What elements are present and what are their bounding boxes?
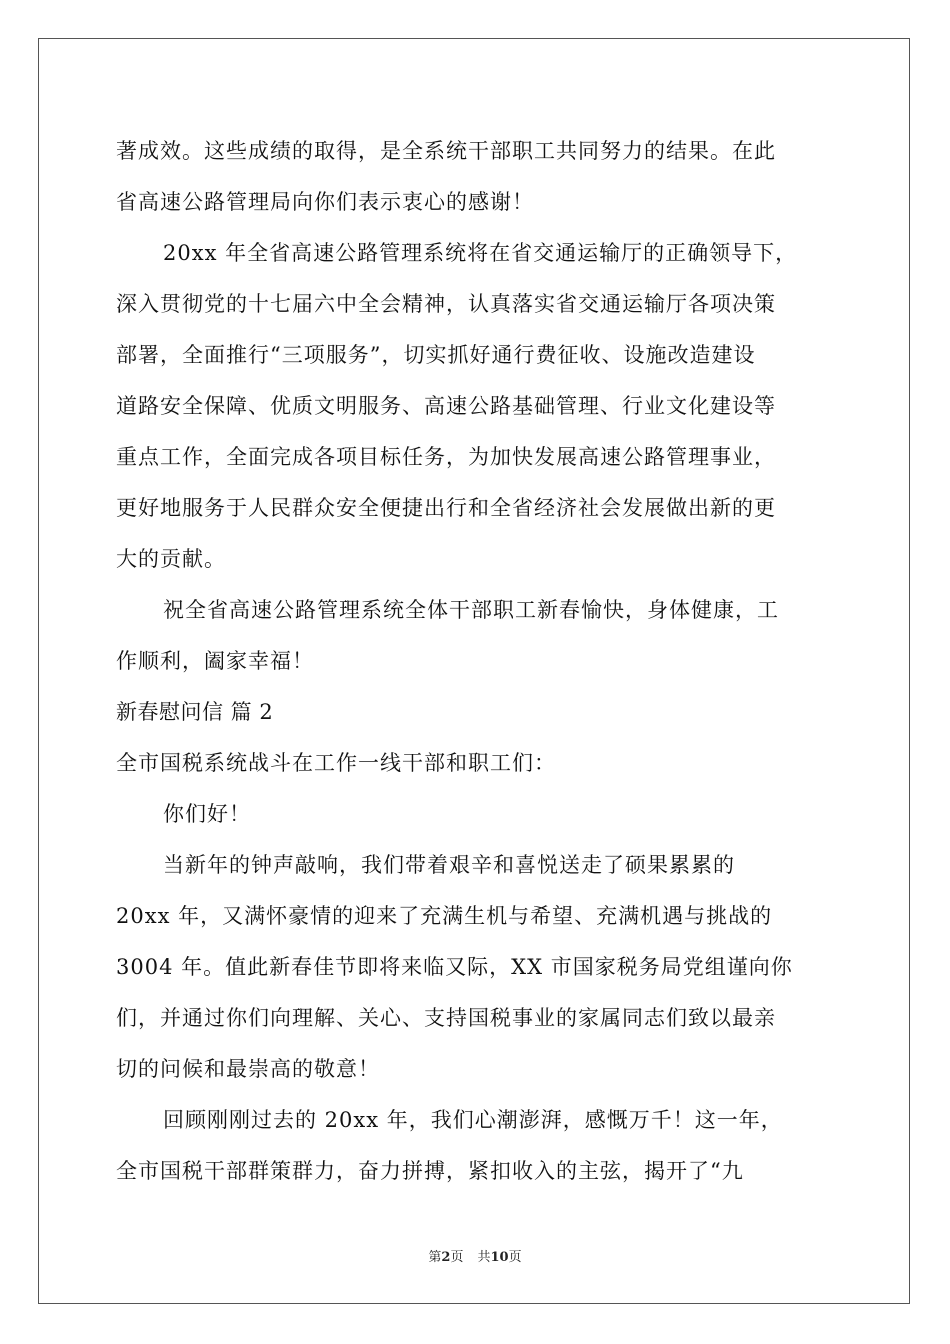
text-line: 深入贯彻党的十七届六中全会精神，认真落实省交通运输厅各项决策 — [116, 292, 776, 316]
text-line: 部署，全面推行“三项服务”，切实抓好通行费征收、设施改造建设 — [116, 343, 756, 367]
text-line: 3004 年。值此新春佳节即将来临又际，XX 市国家税务局党组谨向你 — [116, 955, 793, 979]
page-current: 2 — [441, 1250, 451, 1265]
text-line: 切的问候和最崇高的敬意！ — [116, 1057, 380, 1081]
total-unit: 页 — [508, 1250, 522, 1265]
total-prefix: 共 — [477, 1250, 491, 1265]
paragraph-start: 祝全省高速公路管理系统全体干部职工新春愉快，身体健康，工 — [163, 598, 779, 622]
page-unit: 页 — [450, 1250, 464, 1265]
text-line: 省高速公路管理局向你们表示衷心的感谢！ — [116, 190, 534, 214]
paragraph-start: 20xx 年全省高速公路管理系统将在省交通运输厅的正确领导下， — [163, 241, 798, 265]
text-line: 作顺利，阖家幸福！ — [116, 649, 314, 673]
text-line: 著成效。这些成绩的取得，是全系统干部职工共同努力的结果。在此 — [116, 139, 776, 163]
text-line: 更好地服务于人民群众安全便捷出行和全省经济社会发展做出新的更 — [116, 496, 776, 520]
section-heading: 新春慰问信 篇 2 — [116, 700, 274, 724]
salutation: 全市国税系统战斗在工作一线干部和职工们： — [116, 751, 556, 775]
page-prefix: 第 — [428, 1250, 442, 1265]
text-line: 全市国税干部群策群力，奋力拼搏，紧扣收入的主弦，揭开了“九 — [116, 1159, 744, 1183]
greeting: 你们好！ — [163, 802, 251, 826]
page-footer — [0, 1246, 950, 1265]
text-line: 道路安全保障、优质文明服务、高速公路基础管理、行业文化建设等 — [116, 394, 776, 418]
text-line: 大的贡献。 — [116, 547, 226, 571]
paragraph-start: 当新年的钟声敲响，我们带着艰辛和喜悦送走了硕果累累的 — [163, 853, 735, 877]
page-total: 10 — [490, 1250, 509, 1265]
text-line: 20xx 年，又满怀豪情的迎来了充满生机与希望、充满机遇与挑战的 — [116, 904, 773, 928]
text-line: 们，并通过你们向理解、关心、支持国税事业的家属同志们致以最亲 — [116, 1006, 776, 1030]
paragraph-start: 回顾刚刚过去的 20xx 年，我们心潮澎湃，感慨万千！这一年， — [163, 1108, 783, 1132]
text-line: 重点工作，全面完成各项目标任务，为加快发展高速公路管理事业， — [116, 445, 776, 469]
document-body — [116, 126, 836, 1197]
